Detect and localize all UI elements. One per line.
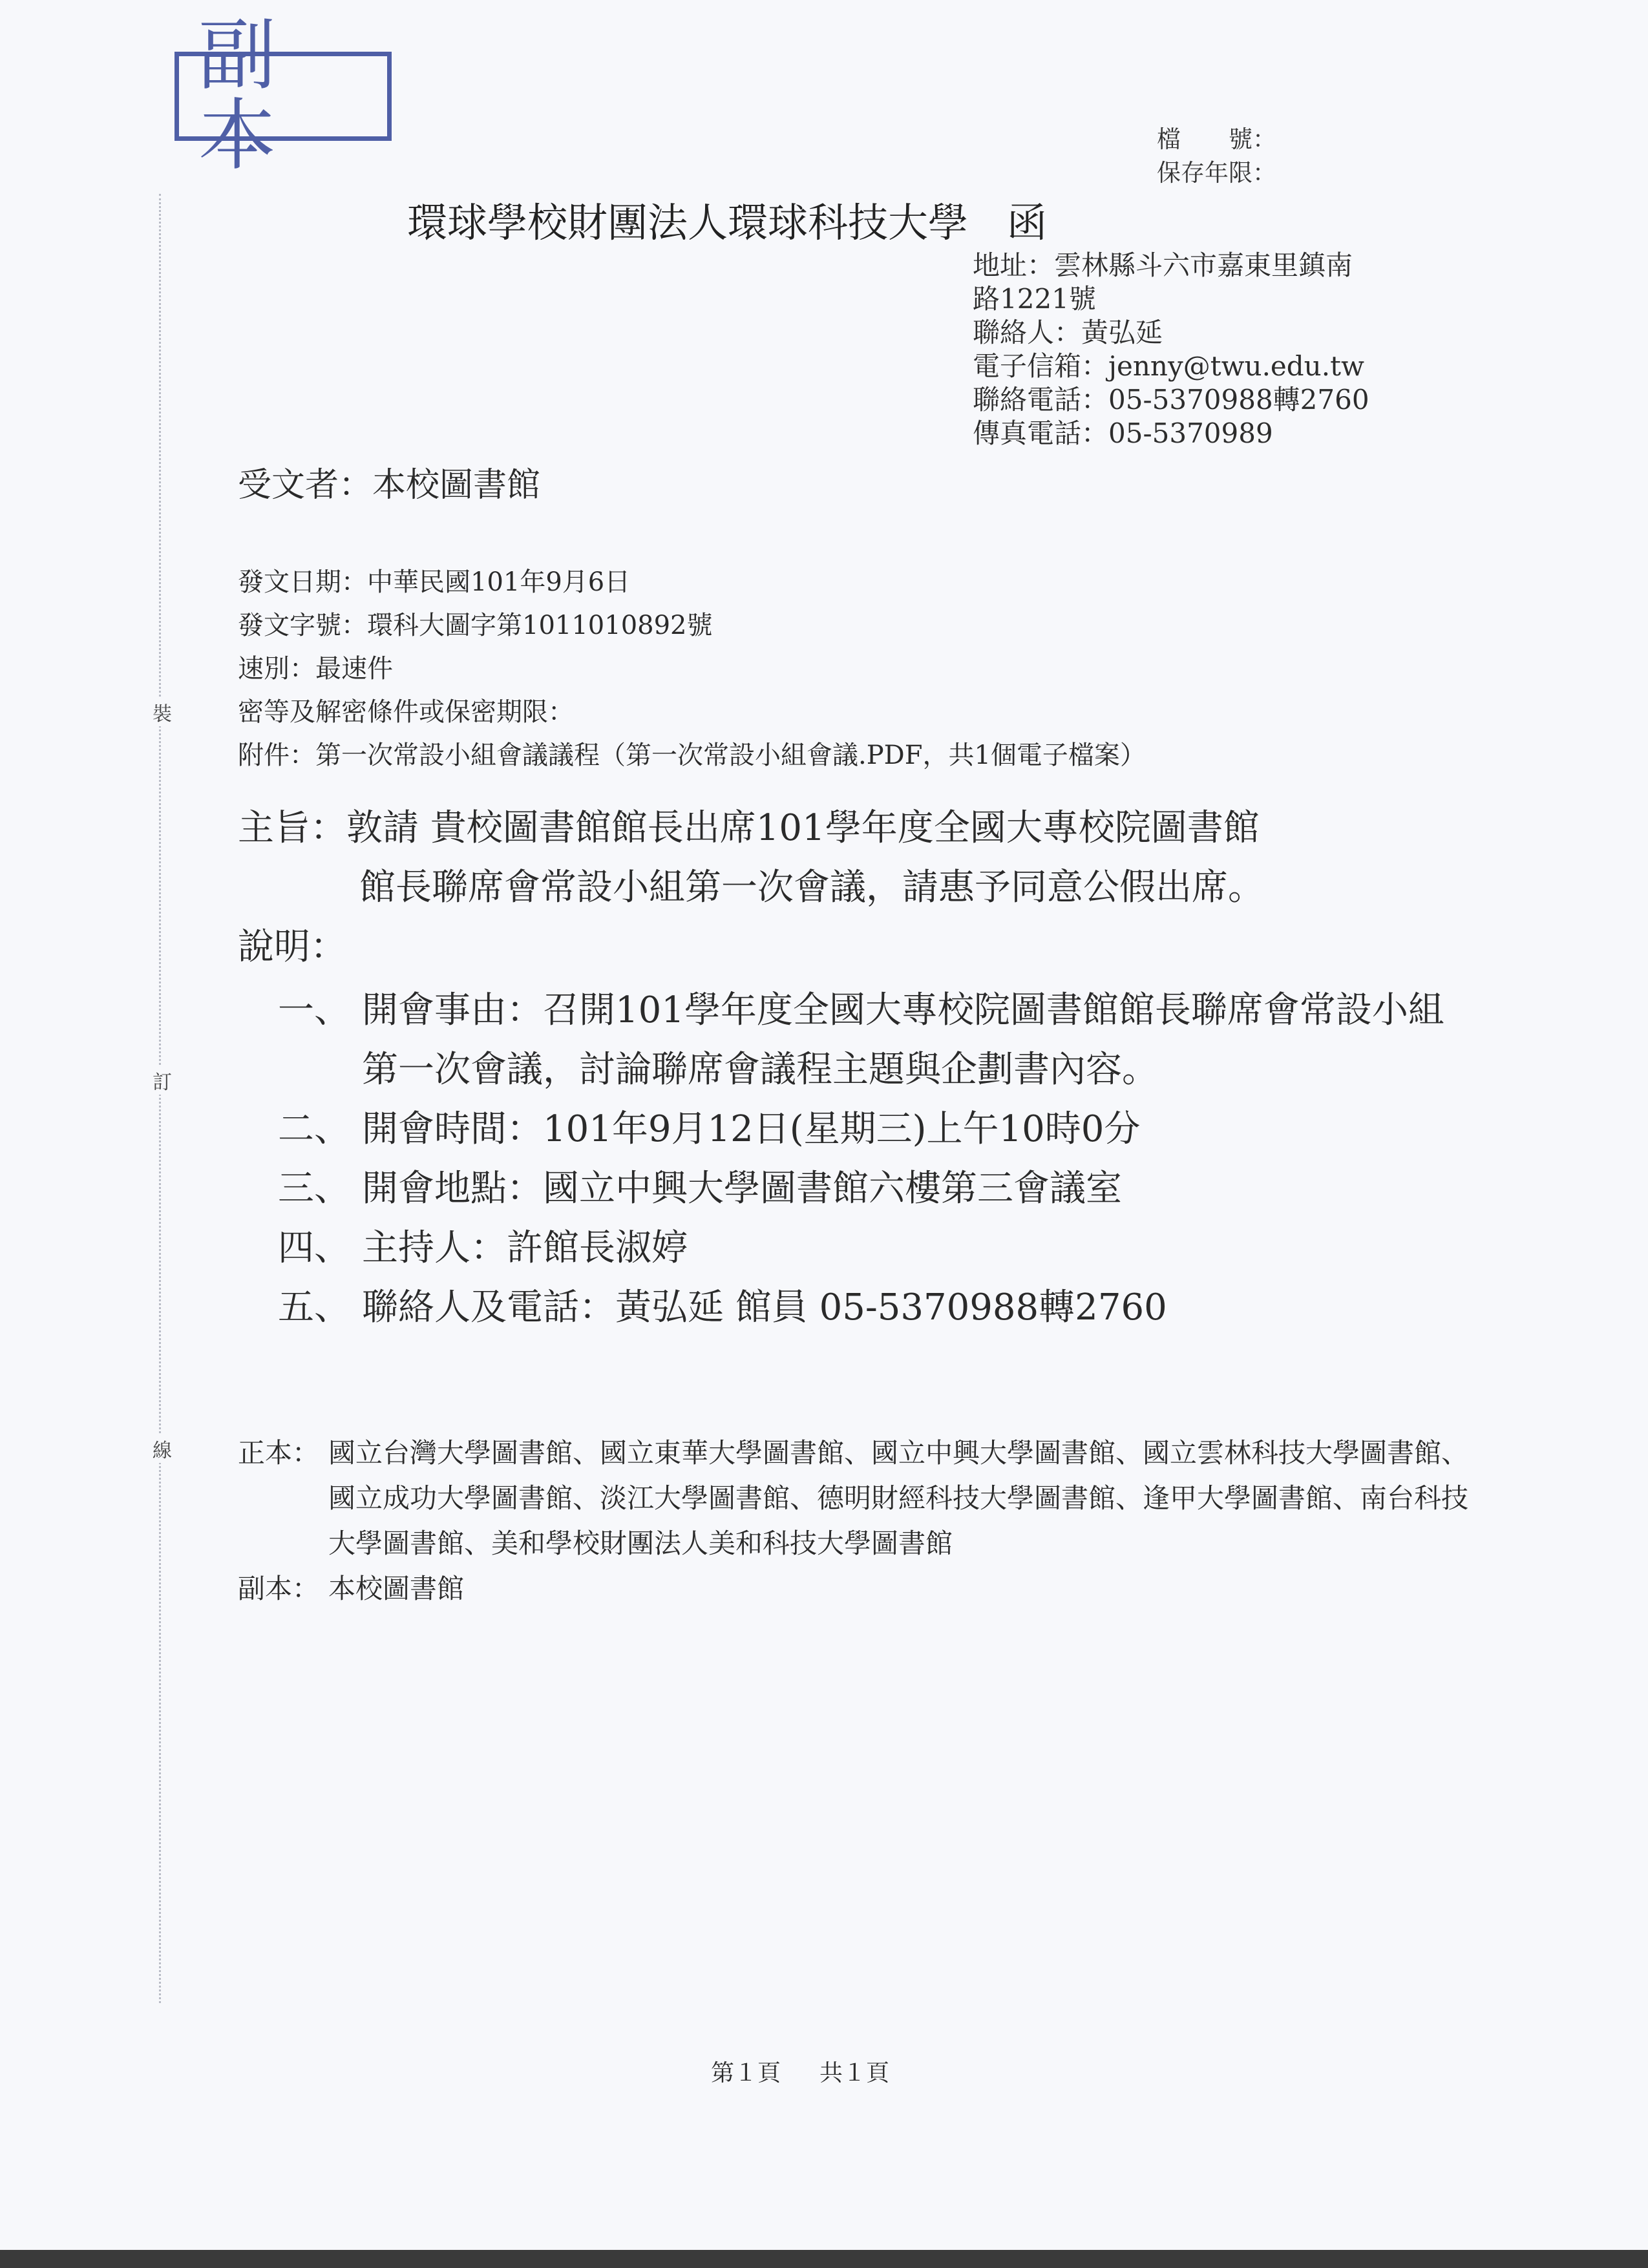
issuer-name: 環球學校財團法人環球科技大學 [407,199,969,246]
copy-stamp: 副本 [174,52,392,141]
item-text: 主持人：許館長淑婷 [362,1227,688,1269]
reference-number: 發文字號：環科大圖字第1011010892號 [238,611,713,640]
distribution-list [238,1431,1479,1612]
list-item [278,1100,1474,1159]
original-label: 正本： [238,1437,320,1469]
subject-line-1: 主旨：敦請 貴校圖書館館長出席101學年度全國大專校院圖書館 [238,807,1260,849]
item-number: 三、 [278,1168,350,1210]
item-text: 開會地點：國立中興大學圖書館六樓第三會議室 [362,1168,1122,1210]
contact-block [973,249,1369,450]
scan-edge [0,2250,1648,2268]
item-text: 聯絡人及電話：黃弘延 館員 05-5370988轉2760 [362,1286,1167,1328]
copy-recipients [238,1566,1479,1612]
address-line-1: 地址：雲林縣斗六市嘉東里鎮南 [973,249,1353,281]
binding-mark-ding: 訂 [153,1066,172,1095]
priority: 速別：最速件 [238,654,393,684]
binding-mark-xian: 線 [153,1434,172,1463]
dispatch-date: 發文日期：中華民國101年9月6日 [238,567,631,597]
list-item [278,1219,1474,1278]
original-recipients [238,1431,1479,1566]
recipient: 受文者：本校圖書館 [238,466,541,505]
contact-email: 電子信箱：jenny@twu.edu.tw [973,350,1364,382]
item-text: 開會時間：101年9月12日(星期三)上午10時0分 [362,1108,1141,1150]
original-list: 國立台灣大學圖書館、國立東華大學圖書館、國立中興大學圖書館、國立雲林科技大學圖書館、國立成功大學圖書館、淡江大學圖書館、德明財經科技大學圖書館、逢甲大學圖書館、南台科技大學圖書館、美和學校財團法人美和科技大學圖書館 [328,1437,1469,1559]
subject [238,799,1264,918]
copy-label: 副本： [238,1573,320,1604]
file-meta [1157,123,1276,190]
contact-phone: 聯絡電話：05-5370988轉2760 [973,384,1369,415]
contact-person: 聯絡人：黃弘延 [973,317,1163,348]
item-number: 一、 [278,989,350,1031]
list-item [278,981,1474,1100]
dispatch-info [238,561,1146,777]
list-item [278,1159,1474,1219]
explanation-label: 說明： [238,926,346,968]
item-number: 五、 [278,1286,350,1328]
file-number-label: 檔 號： [1157,125,1276,153]
explanation-items [278,981,1474,1338]
attachment: 附件：第一次常設小組會議議程（第一次常設小組會議.PDF，共1個電子檔案） [238,740,1146,770]
secrecy-level: 密等及解密條件或保密期限： [238,697,574,727]
document-title [407,197,1047,249]
list-item [278,1278,1474,1338]
page-footer [711,2055,889,2088]
binding-dotted-line [159,194,161,2003]
doc-kind: 函 [1007,199,1048,246]
contact-fax: 傳真電話：05-5370989 [973,417,1273,449]
retention-label: 保存年限： [1157,159,1276,187]
item-number: 二、 [278,1108,350,1150]
page-total: 共１頁 [819,2060,890,2086]
item-number: 四、 [278,1227,350,1269]
copy-list: 本校圖書館 [328,1573,465,1604]
subject-line-2: 館長聯席會常設小組第一次會議，請惠予同意公假出席。 [359,866,1264,908]
page-number: 第１頁 [711,2060,781,2086]
address-line-2: 路1221號 [973,283,1096,315]
item-text: 開會事由：召開101學年度全國大專校院圖書館館長聯席會常設小組第一次會議，討論聯席會議程主題與企劃書內容。 [362,989,1444,1091]
binding-mark-zhuang: 裝 [153,698,172,726]
